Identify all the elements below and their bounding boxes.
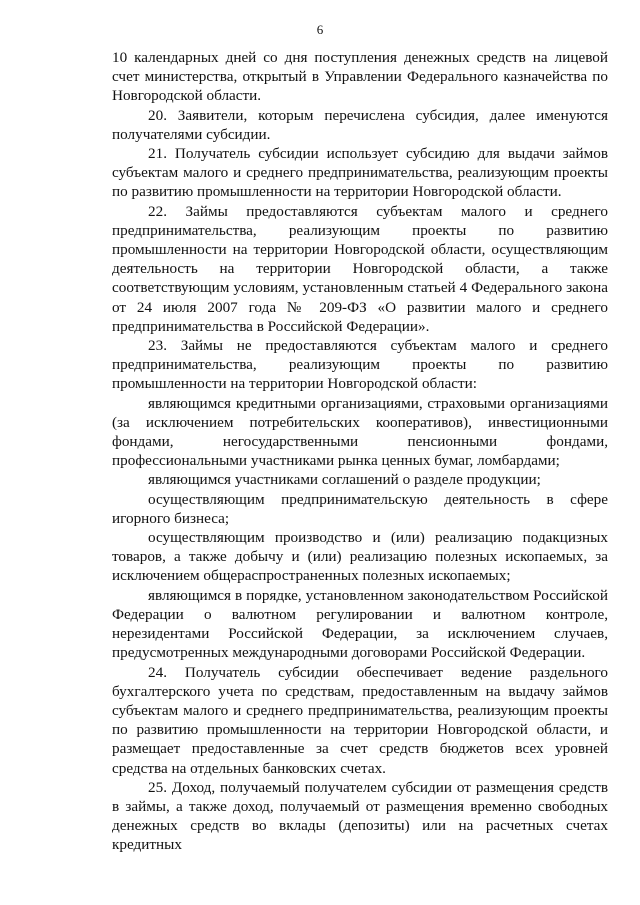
paragraph-23-item-nonresidents: являющимся в порядке, установленном законодательством Российской Федерации о валютном регулировании и валютном контроле, нерезидентами Российской Федерации, за исключением случаев, предусмотренных международными договорами Российской Федерации.	[112, 586, 608, 662]
paragraph-21: 21. Получатель субсидии использует субсидию для выдачи займов субъектам малого и среднего предпринимательства, реализующим проекты по развитию промышленности на территории Новгородской области.	[112, 145, 608, 201]
paragraph-22: 22. Займы предоставляются субъектам малого и среднего предпринимательства, реализующим проекты по развитию промышленности на территории Новгородской области, осуществляющим деятельность на территории Новгородской области, а также соответствующим условиям, установленным статьей 4 Федерального закона от 24 июля 2007 года № 209-ФЗ «О развитии малого и среднего предпринимательства в Российской Федерации».	[112, 202, 608, 335]
paragraph-25: 25. Доход, получаемый получателем субсидии от размещения средств в займы, а также доход, получаемый от размещения временно свободных денежных средств во вклады (депозиты) или на расчетных счетах кредитных	[112, 778, 608, 854]
document-body	[112, 48, 608, 855]
paragraph-23: 23. Займы не предоставляются субъектам малого и среднего предпринимательства, реализующим проекты по развитию промышленности на территории Новгородской области:	[112, 337, 608, 393]
paragraph-23-item-gambling: осуществляющим предпринимательскую деятельность в сфере игорного бизнеса;	[112, 490, 608, 527]
page-number: 6	[316, 22, 324, 37]
paragraph-23-item-psa: являющимся участниками соглашений о разделе продукции;	[148, 471, 541, 489]
paragraph-23-item-credit-orgs: являющимся кредитными организациями, страховыми организациями (за исключением потребительских кооперативов), инвестиционными фондами, негосударственными пенсионными фондами, профессиональными участниками рынка ценных бумаг, ломбардами;	[112, 394, 608, 470]
paragraph-20: 20. Заявители, которым перечислена субсидия, далее именуются получателями субсидии.	[112, 106, 608, 143]
paragraph-24: 24. Получатель субсидии обеспечивает ведение раздельного бухгалтерского учета по средствам, предоставленным на выдачу займов субъектам малого и среднего предпринимательства, реализующим проекты по развитию промышленности на территории Новгородской области, и размещает предоставленные за счет средств бюджетов всех уровней средства на отдельных банковских счетах.	[112, 663, 608, 777]
paragraph-continuation: 10 календарных дней со дня поступления денежных средств на лицевой счет министерства, открытый в Управлении Федерального казначейства по Новгородской области.	[112, 49, 608, 105]
paragraph-23-item-excise: осуществляющим производство и (или) реализацию подакцизных товаров, а также добычу и (или) реализацию полезных ископаемых, за исключением общераспространенных полезных ископаемых;	[112, 529, 608, 585]
